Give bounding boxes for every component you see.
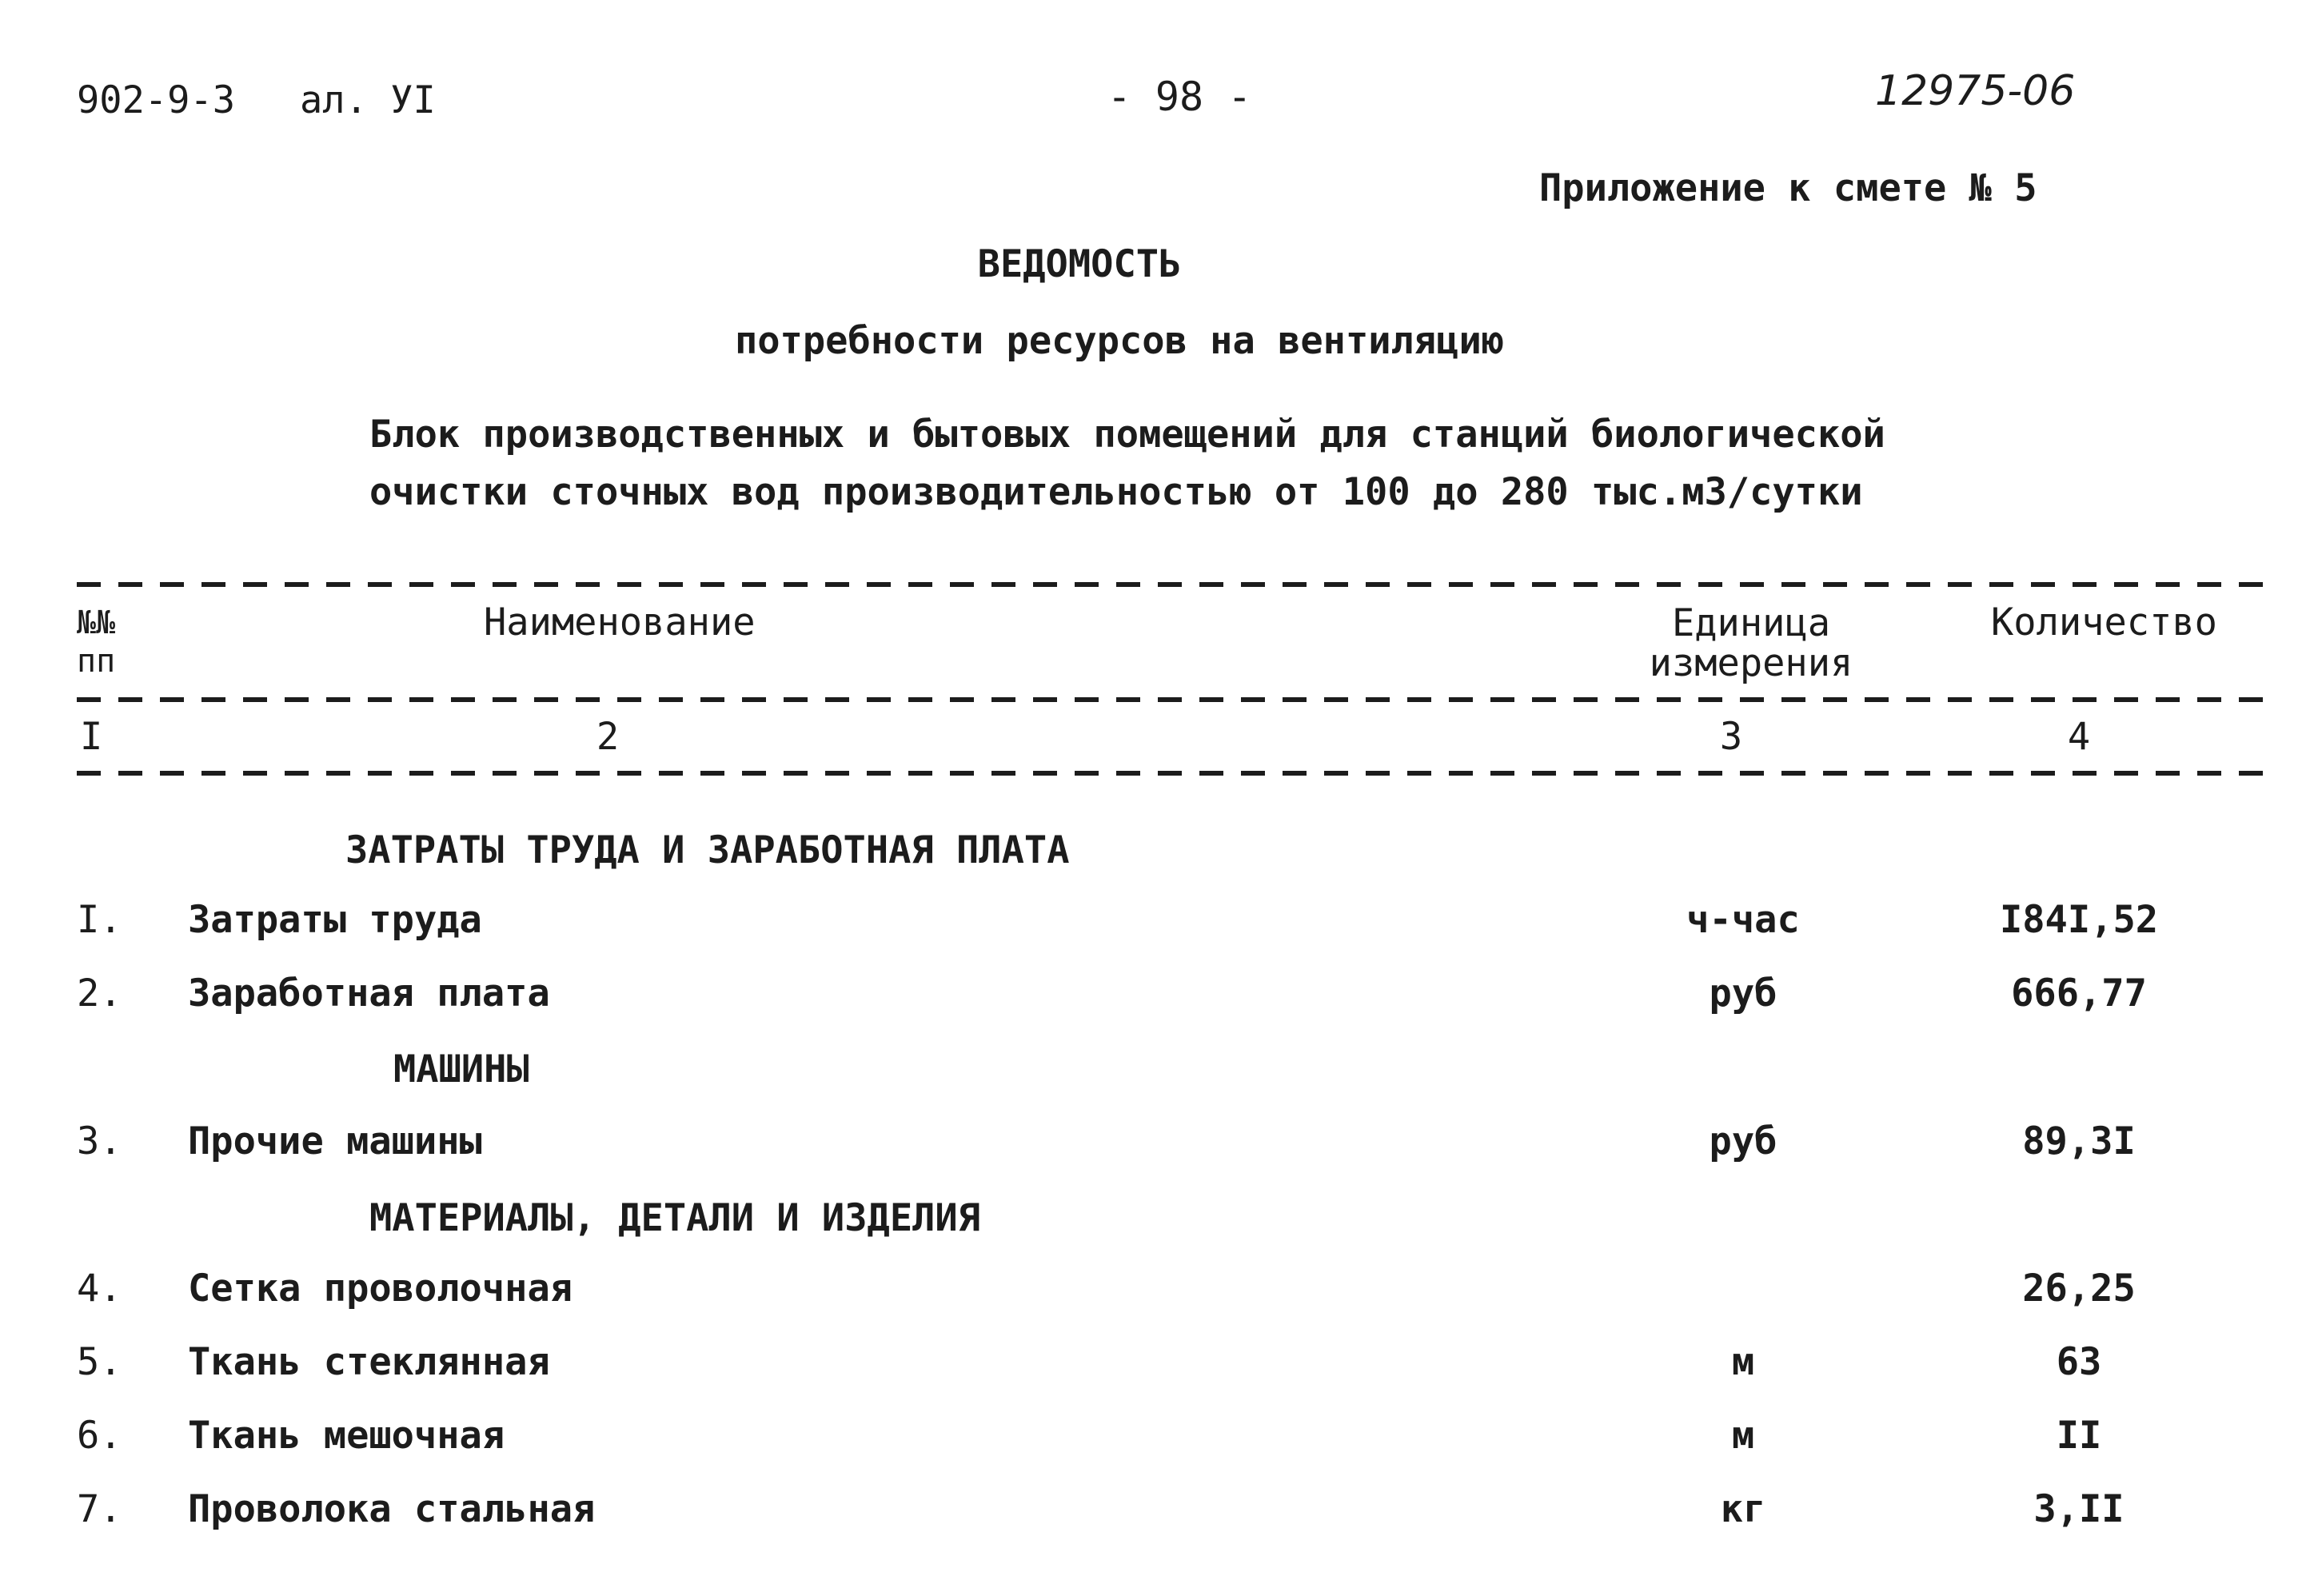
row-number: 2. [77, 972, 122, 1015]
row-name: Ткань стеклянная [188, 1340, 550, 1384]
table-row [0, 972, 2314, 1023]
table-header-rule [77, 697, 2268, 702]
document-subtitle: потребности ресурсов на вентиляцию [734, 319, 1505, 363]
document-title: ВЕДОМОСТЬ [977, 242, 1182, 286]
column-number-1: I [80, 715, 103, 759]
object-description-line1: Блок производственных и бытовых помещений для станций биологической [369, 413, 1885, 457]
row-name: Ткань мешочная [188, 1414, 505, 1458]
object-description-line2: очистки сточных вод производительностью от 100 до 280 тыс.м3/сутки [369, 470, 1863, 514]
row-quantity: I84I,52 [1999, 898, 2159, 942]
appendix-note: Приложение к смете № 5 [1539, 166, 2037, 210]
column-number-4: 4 [2067, 715, 2091, 759]
row-number: I. [77, 898, 122, 942]
row-name: Сетка проволочная [188, 1267, 573, 1311]
row-name: Заработная плата [188, 972, 550, 1015]
table-row [0, 898, 2314, 949]
row-unit: ч-час [1686, 898, 1800, 942]
row-unit: руб [1709, 1119, 1777, 1163]
row-number: 3. [77, 1119, 122, 1163]
table-row [0, 1414, 2314, 1465]
row-name: Затраты труда [188, 898, 482, 942]
table-top-rule [77, 582, 2268, 587]
column-number-3: 3 [1719, 715, 1743, 759]
row-quantity: 666,77 [2011, 972, 2147, 1015]
row-number: 6. [77, 1414, 122, 1458]
column-number-2: 2 [596, 715, 620, 759]
row-unit: м [1731, 1414, 1755, 1458]
row-number: 7. [77, 1487, 122, 1531]
row-unit: м [1731, 1340, 1755, 1384]
doc-code: 902-9-3 [77, 78, 236, 122]
row-number: 5. [77, 1340, 122, 1384]
row-quantity: 63 [2056, 1340, 2102, 1384]
row-unit: руб [1709, 972, 1777, 1015]
table-row [0, 1267, 2314, 1318]
row-name: Прочие машины [188, 1119, 482, 1163]
column-header-unit: Единица измерения [1649, 601, 1853, 685]
column-header-qty: Количество [1991, 600, 2217, 644]
row-quantity: 89,3I [2022, 1119, 2136, 1163]
row-unit: кг [1720, 1487, 1766, 1531]
column-header-num: №№ пп [77, 604, 116, 680]
row-quantity: 26,25 [2022, 1267, 2136, 1311]
section-heading-machines: МАШИНЫ [393, 1047, 529, 1091]
column-header-name: Наименование [484, 600, 756, 644]
page-number: - 98 - [1107, 74, 1252, 120]
section-heading-materials: МАТЕРИАЛЫ, ДЕТАЛИ И ИЗДЕЛИЯ [369, 1196, 981, 1240]
table-numbers-rule [77, 771, 2268, 776]
table-row [0, 1119, 2314, 1171]
table-row [0, 1340, 2314, 1391]
section-heading-labour: ЗАТРАТЫ ТРУДА И ЗАРАБОТНАЯ ПЛАТА [345, 828, 1070, 872]
row-quantity: II [2056, 1414, 2102, 1458]
table-row [0, 1487, 2314, 1538]
row-number: 4. [77, 1267, 122, 1311]
album-number: ал. УI [300, 78, 436, 122]
row-quantity: 3,II [2033, 1487, 2124, 1531]
row-name: Проволока стальная [188, 1487, 596, 1531]
handwritten-number: 12975-06 [1875, 67, 2076, 115]
